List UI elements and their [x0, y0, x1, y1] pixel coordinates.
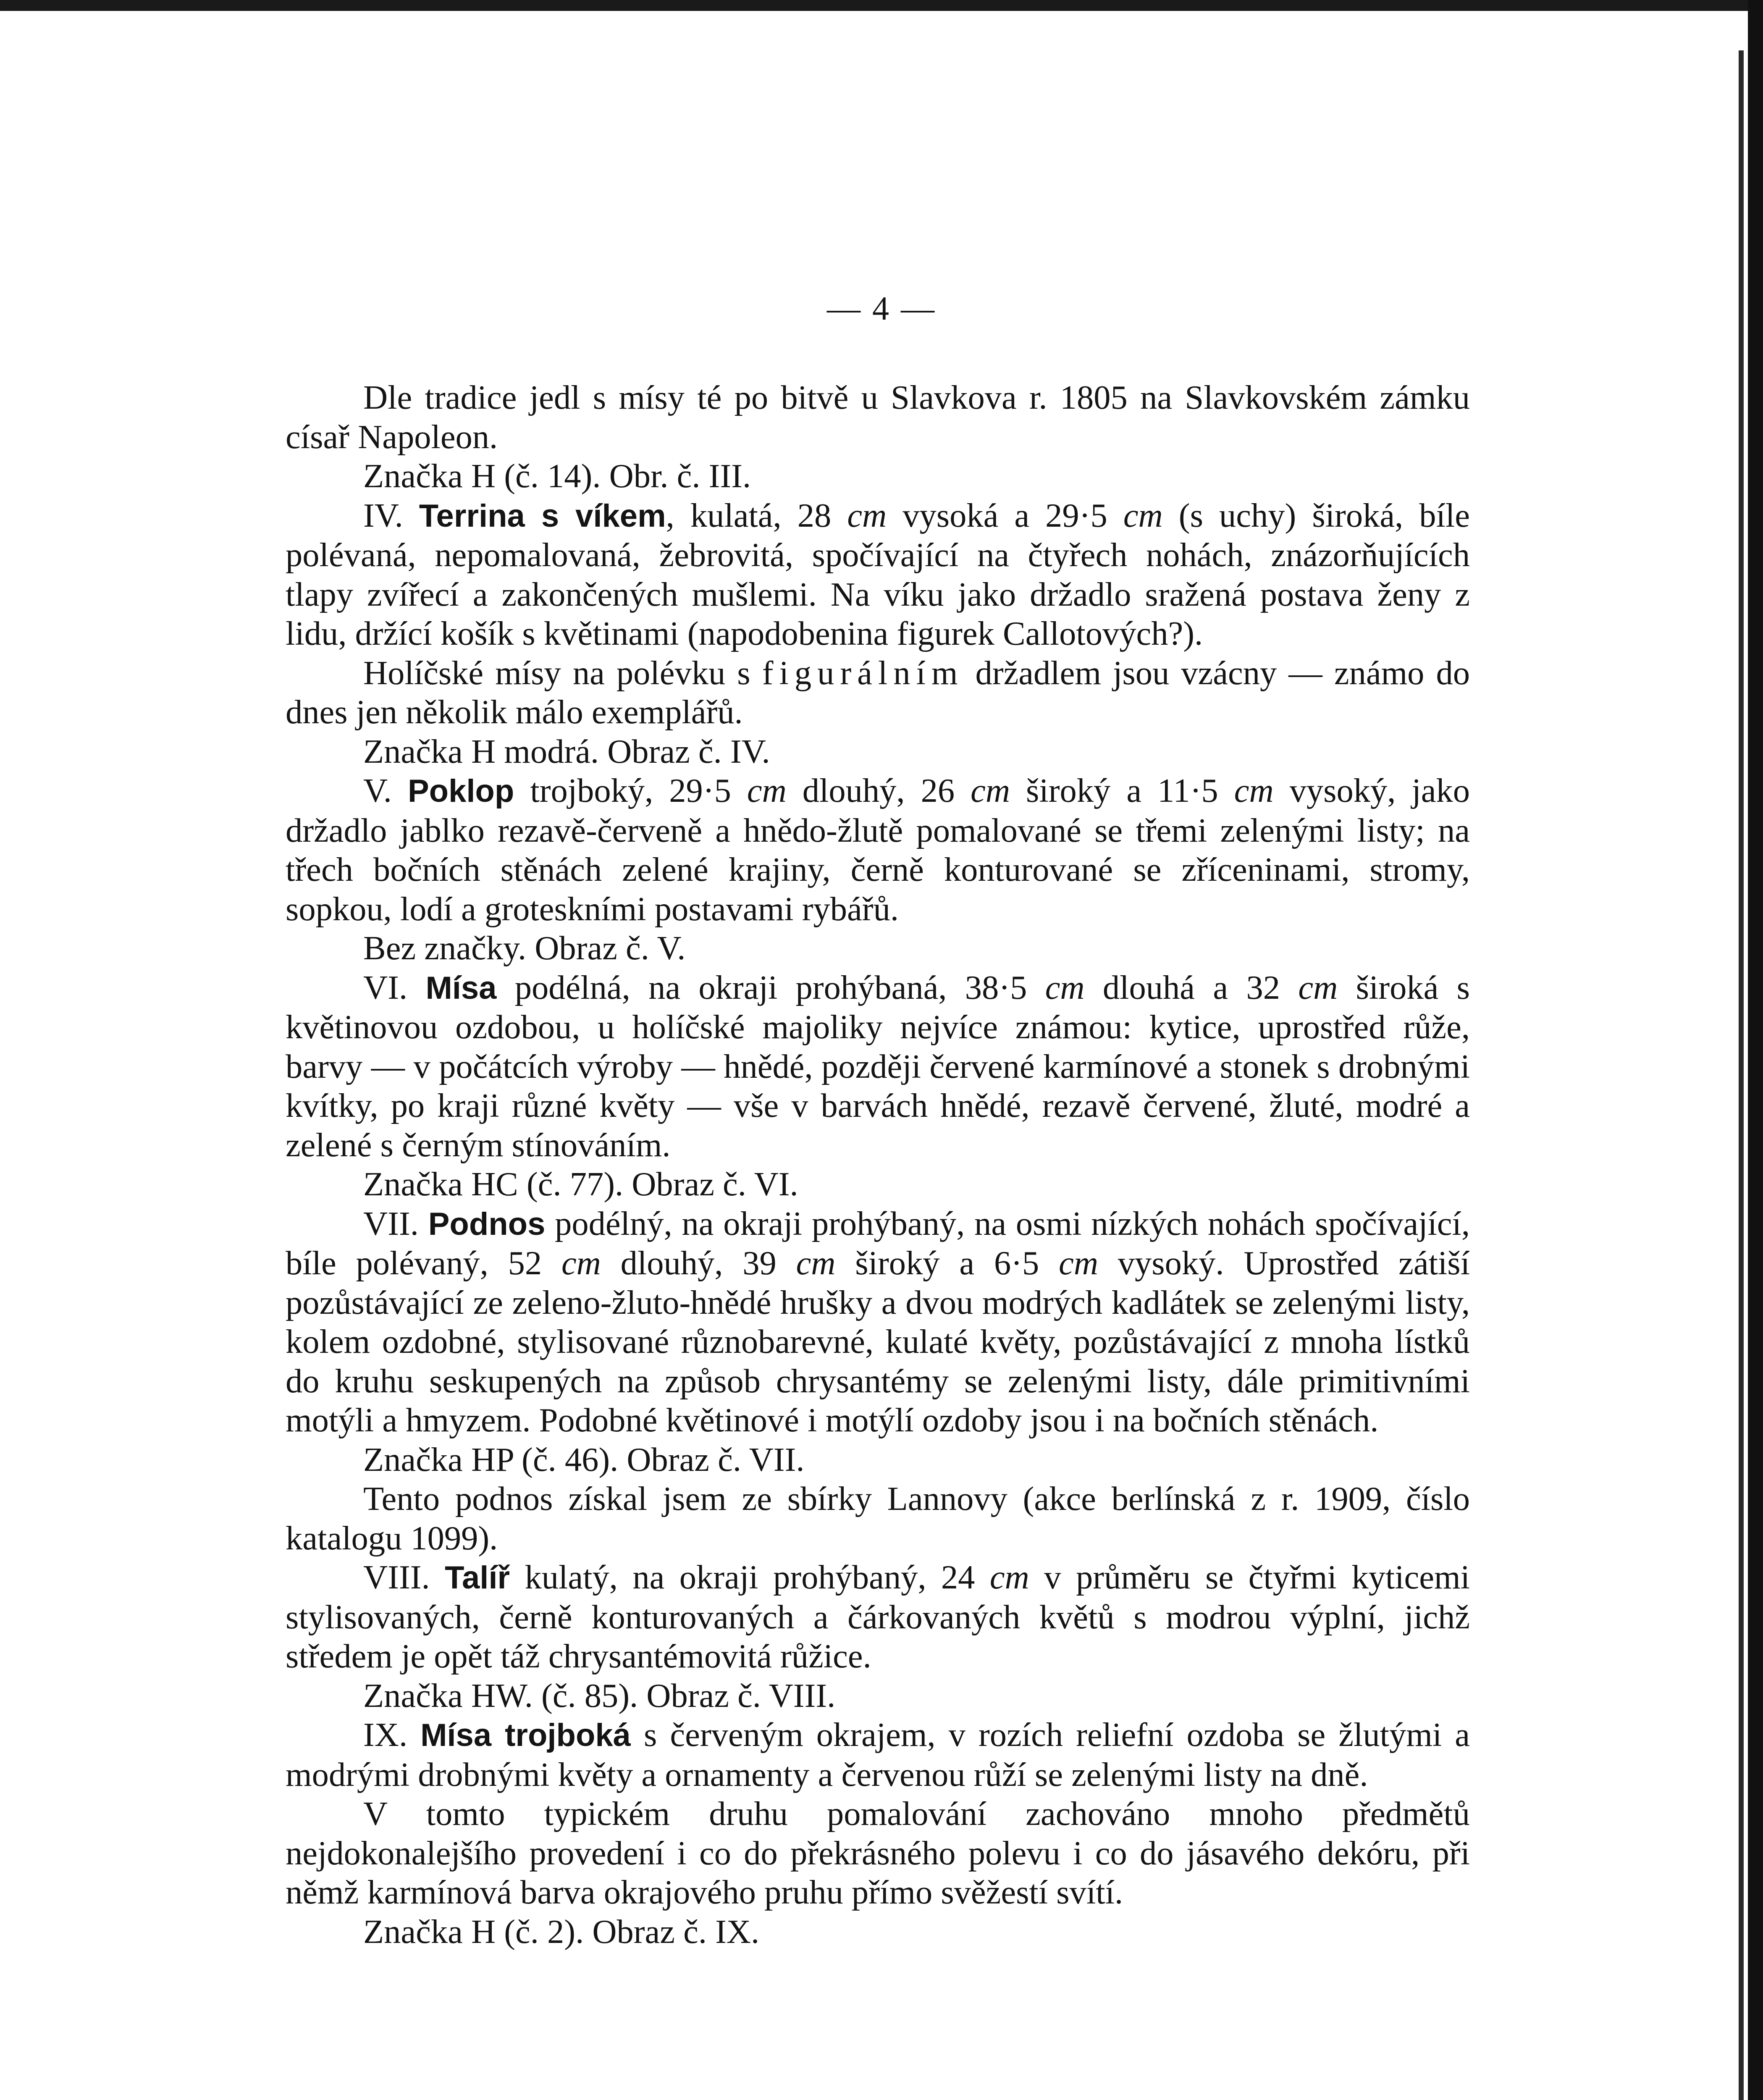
item-heading: Podnos: [428, 1206, 546, 1242]
unit: cm: [1045, 969, 1085, 1006]
mark-line: Značka H (č. 2). Obraz č. IX.: [363, 1913, 760, 1950]
item-heading: Terrina s víkem: [419, 498, 666, 534]
unit: cm: [561, 1244, 601, 1282]
unit: cm: [989, 1559, 1029, 1596]
paragraph: Tento podnos získal jsem ze sbírky Lannovy (akce berlínská z r. 1909, číslo katalogu 1099).: [286, 1480, 1470, 1557]
mark-line: Značka HP (č. 46). Obraz č. VII.: [363, 1441, 805, 1478]
mark-line: Značka H modrá. Obraz č. IV.: [363, 732, 770, 770]
paragraph: VI. Mísa podélná, na okraji prohýbaná, 38·5 cm dlouhá a 32 cm široká s květinovou ozdobou, u holíčské majoliky nejvíce známou: kytice, uprostřed růže, barvy — v počátcích výroby — hnědé, později červené karmínové a stonek s drobnými kvítky, po kraji různé květy — vše v barvách hnědé, rezavě červené, žluté, modré a zelené s černým stínováním.: [286, 969, 1470, 1164]
unit: cm: [1123, 496, 1163, 534]
unit: cm: [1234, 772, 1274, 809]
paragraph: V tomto typickém druhu pomalování zachováno mnoho předmětů nejdokonalejšího provedení i co do překrásného polevu i co do jásavého dekóru, při němž karmínová barva okrajového pruhu přímo svěžestí svítí.: [286, 1795, 1470, 1911]
page-number: — 4 —: [827, 290, 936, 327]
unit: cm: [1059, 1244, 1098, 1282]
item-heading: Mísa: [425, 970, 497, 1006]
paragraph: IX. Mísa trojboká s červeným okrajem, v rozích reliefní ozdoba se žlutými a modrými drobnými květy a ornamenty a červenou růží se zelenými listy na dně.: [286, 1716, 1470, 1793]
item-heading: Poklop: [407, 773, 514, 809]
paragraph: VII. Podnos podélný, na okraji prohýbaný, na osmi nízkých nohách spočívající, bíle polévaný, 52 cm dlouhý, 39 cm široký a 6·5 cm vysoký. Uprostřed zátiší pozůstávající ze zeleno-žluto-hnědé hrušky a dvou modrých kadlátek se zelenými listy, kolem ozdobné, stylisované různobarevné, kulaté květy, pozůstávající z mnoha lístků do kruhu seskupených na způsob chrysantémy se zelenými listy, dále primitivními motýli a hmyzem. Podobné květinové i motýlí ozdoby jsou i na bočních stěnách.: [286, 1205, 1470, 1439]
scan-shadow-right: [1739, 50, 1744, 2100]
page-body: [286, 378, 1470, 1951]
spaced-word: figurálním: [762, 654, 964, 692]
paragraph: IV. Terrina s víkem, kulatá, 28 cm vysoká a 29·5 cm (s uchy) široká, bíle polévaná, nepomalovaná, žebrovitá, spočívající na čtyřech nohách, znázorňujících tlapy zvířecí a zakončených mušlemi. Na víku jako držadlo sražená postava ženy z lidu, držící košík s květinami (napodobenina figurek Callotových?).: [286, 496, 1470, 652]
paragraph: VIII. Talíř kulatý, na okraji prohýbaný, 24 cm v průměru se čtyřmi kyticemi stylisovaných, černě konturovaných a čárkovaných květů s modrou výplní, jichž středem je opět táž chrysantémovitá růžice.: [286, 1559, 1470, 1675]
unit: cm: [971, 772, 1010, 809]
unit: cm: [796, 1244, 836, 1282]
mark-line: Značka HW. (č. 85). Obraz č. VIII.: [363, 1677, 836, 1714]
paragraph: V. Poklop trojboký, 29·5 cm dlouhý, 26 cm široký a 11·5 cm vysoký, jako držadlo jablko rezavě-červeně a hnědo-žlutě pomalované se třemi zelenými listy; na třech bočních stěnách zelené krajiny, černě konturované se zříceninami, stromy, sopkou, lodí a groteskními postavami rybářů.: [286, 772, 1470, 928]
mark-line: Značka H (č. 14). Obr. č. III.: [363, 457, 751, 495]
item-heading: Mísa trojboká: [420, 1717, 631, 1753]
unit: cm: [747, 772, 787, 809]
paragraph: Holíčské mísy na polévku s figurálním držadlem jsou vzácny — známo do dnes jen několik málo exemplářů.: [286, 654, 1470, 731]
item-heading: Talíř: [445, 1560, 510, 1596]
mark-line: Značka HC (č. 77). Obraz č. VI.: [363, 1166, 798, 1203]
scan-border-top: [0, 0, 1763, 11]
unit: cm: [1298, 969, 1338, 1006]
paragraph: Dle tradice jedl s mísy té po bitvě u Slavkova r. 1805 na Slavkovském zámku císař Napoleon.: [286, 379, 1470, 456]
mark-line: Bez značky. Obraz č. V.: [363, 929, 686, 967]
unit: cm: [847, 496, 887, 534]
